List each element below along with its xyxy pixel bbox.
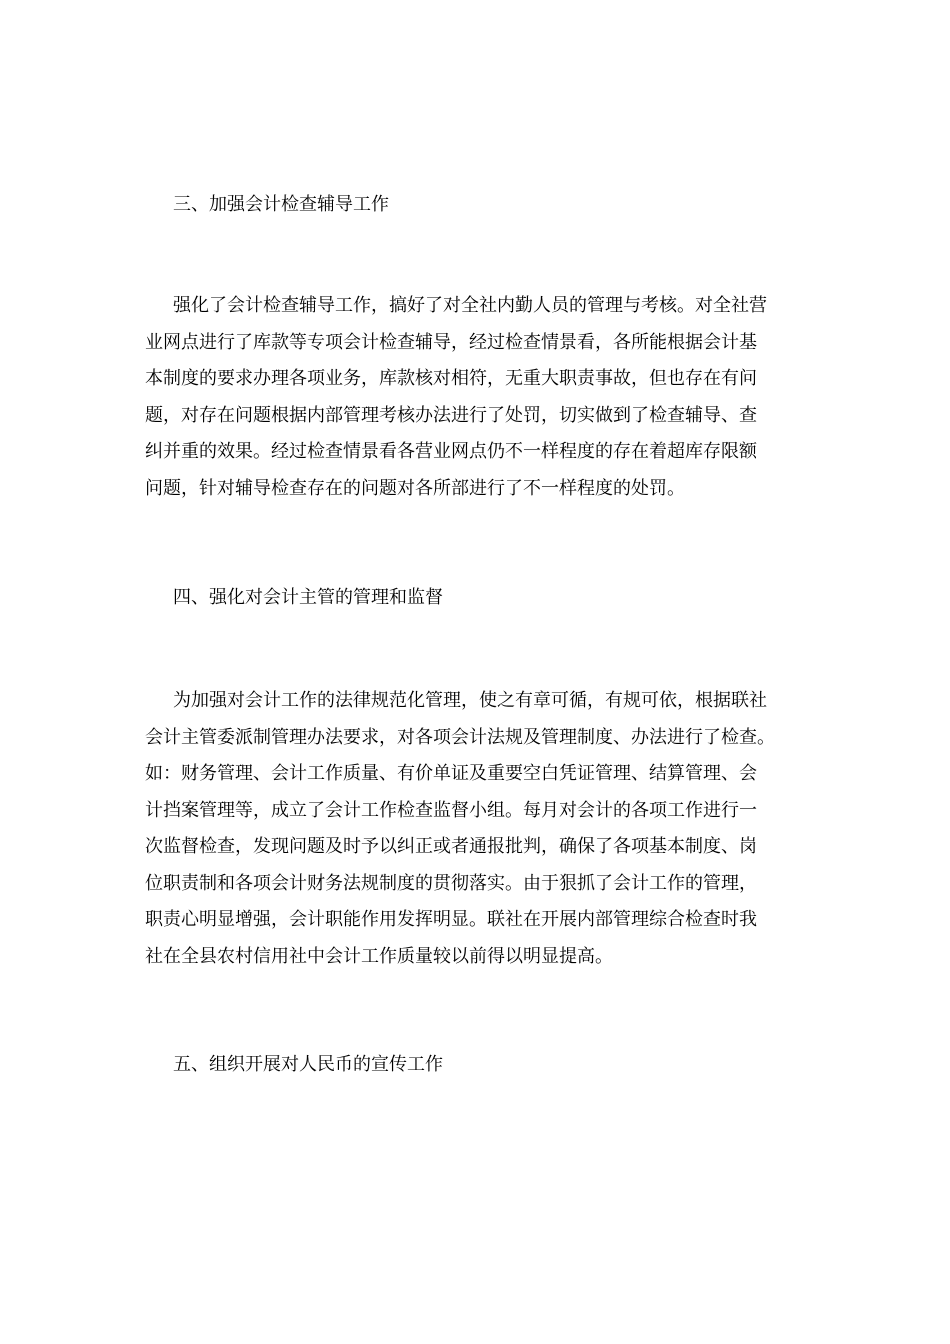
- paragraph-line: 社在全县农村信用社中会计工作质量较以前得以明显提高。: [145, 945, 613, 967]
- section-paragraph-4: [145, 683, 805, 975]
- paragraph-line: 问题，针对辅导检查存在的问题对各所部进行了不一样程度的处罚。: [145, 477, 685, 499]
- paragraph-line: 为加强对会计工作的法律规范化管理，使之有章可循，有规可依，根据联社: [173, 690, 767, 711]
- paragraph-line: 强化了会计检查辅导工作，搞好了对全社内勤人员的管理与考核。对全社营: [173, 295, 767, 316]
- paragraph-line: 纠并重的效果。经过检查情景看各营业网点仍不一样程度的存在着超库存限额: [145, 441, 757, 462]
- paragraph-line: 职责心明显增强，会计职能作用发挥明显。联社在开展内部管理综合检查时我: [145, 909, 757, 930]
- paragraph-line: 位职责制和各项会计财务法规制度的贯彻落实。由于狠抓了会计工作的管理，: [145, 872, 757, 894]
- paragraph-line: 次监督检查，发现问题及时予以纠正或者通报批判，确保了各项基本制度、岗: [145, 836, 757, 857]
- paragraph-line: 计挡案管理等，成立了会计工作检查监督小组。每月对会计的各项工作进行一: [145, 799, 757, 821]
- section-heading-5: 五、组织开展对人民币的宣传工作: [173, 1054, 443, 1075]
- paragraph-line: 如：财务管理、会计工作质量、有价单证及重要空白凭证管理、结算管理、会: [145, 763, 757, 784]
- paragraph-line: 会计主管委派制管理办法要求，对各项会计法规及管理制度、办法进行了检查。: [145, 726, 775, 748]
- paragraph-line: 本制度的要求办理各项业务，库款核对相符，无重大职责事故，但也存在有问: [145, 368, 757, 389]
- paragraph-line: 题，对存在问题根据内部管理考核办法进行了处罚，切实做到了检查辅导、查: [145, 404, 757, 426]
- section-heading-4: 四、强化对会计主管的管理和监督: [173, 587, 443, 608]
- paragraph-line: 业网点进行了库款等专项会计检查辅导，经过检查情景看，各所能根据会计基: [145, 331, 757, 353]
- section-paragraph-3: [145, 288, 805, 507]
- section-heading-3: 三、加强会计检查辅导工作: [173, 194, 389, 215]
